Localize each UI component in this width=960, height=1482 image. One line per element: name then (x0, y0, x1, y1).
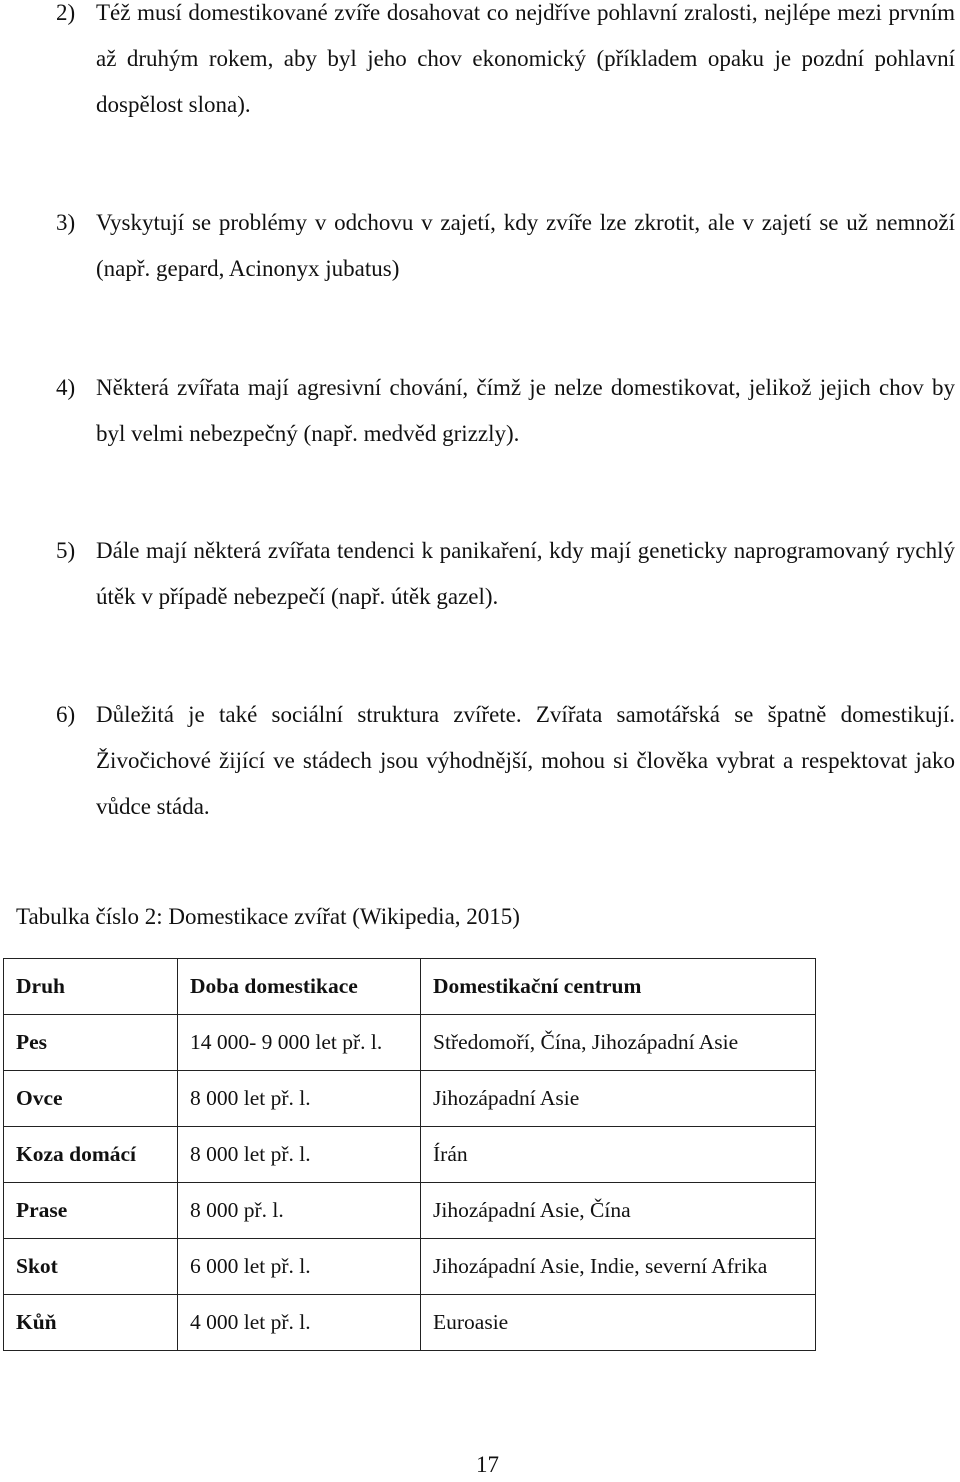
list-number: 2) (56, 0, 76, 25)
center-cell: Jihozápadní Asie (421, 1071, 816, 1127)
domestication-table (3, 958, 816, 1351)
period-cell: 14 000- 9 000 let př. l. (178, 1015, 421, 1071)
list-item-5 (56, 528, 955, 620)
center-cell: Středomoří, Čína, Jihozápadní Asie (421, 1015, 816, 1071)
list-item-6 (56, 692, 955, 830)
list-number: 3) (56, 210, 76, 235)
center-cell: Jihozápadní Asie, Indie, severní Afrika (421, 1239, 816, 1295)
period-cell: 8 000 př. l. (178, 1183, 421, 1239)
list-number: 4) (56, 375, 76, 400)
table-caption: Tabulka číslo 2: Domestikace zvířat (Wikipedia, 2015) (16, 904, 520, 929)
list-text: Vyskytují se problémy v odchovu v zajetí, kdy zvíře lze zkrotit, ale v zajetí se už nemnoží (např. gepard, Acinonyx jubatus) (96, 210, 955, 281)
list-text: Dále mají některá zvířata tendenci k panikaření, kdy mají geneticky naprogramovaný rychlý útěk v případě nebezpečí (např. útěk gazel). (96, 538, 955, 609)
center-cell: Euroasie (421, 1295, 816, 1351)
list-item-3 (56, 200, 955, 292)
list-text: Důležitá je také sociální struktura zvířete. Zvířata samotářská se špatně domestikují. Živočichové žijící ve stádech jsou výhodnější, mohou si člověka vybrat a respektovat jako vůdce stáda. (96, 702, 955, 819)
table-row (4, 1127, 816, 1183)
center-cell: Írán (421, 1127, 816, 1183)
species-cell: Pes (4, 1015, 178, 1071)
period-cell: 8 000 let př. l. (178, 1071, 421, 1127)
header-cell: Druh (4, 959, 178, 1015)
list-text: Též musí domestikované zvíře dosahovat co nejdříve pohlavní zralosti, nejlépe mezi prvním až druhým rokem, aby byl jeho chov ekonomický (příkladem opaku je pozdní pohlavní dospělost slona). (96, 0, 955, 117)
table-row (4, 1071, 816, 1127)
period-cell: 4 000 let př. l. (178, 1295, 421, 1351)
page-number: 17 (476, 1452, 499, 1477)
table-row (4, 1183, 816, 1239)
period-cell: 8 000 let př. l. (178, 1127, 421, 1183)
species-cell: Skot (4, 1239, 178, 1295)
period-cell: 6 000 let př. l. (178, 1239, 421, 1295)
table-row (4, 1239, 816, 1295)
species-cell: Kůň (4, 1295, 178, 1351)
species-cell: Prase (4, 1183, 178, 1239)
header-cell: Domestikační centrum (421, 959, 816, 1015)
species-cell: Koza domácí (4, 1127, 178, 1183)
list-item-2 (56, 0, 955, 128)
list-text: Některá zvířata mají agresivní chování, čímž je nelze domestikovat, jelikož jejich chov by byl velmi nebezpečný (např. medvěd grizzly). (96, 375, 955, 446)
center-cell: Jihozápadní Asie, Čína (421, 1183, 816, 1239)
list-number: 5) (56, 538, 76, 563)
table-row (4, 1015, 816, 1071)
header-cell: Doba domestikace (178, 959, 421, 1015)
table-row (4, 1295, 816, 1351)
species-cell: Ovce (4, 1071, 178, 1127)
list-number: 6) (56, 702, 76, 727)
list-item-4 (56, 365, 955, 457)
table-header-row (4, 959, 816, 1015)
